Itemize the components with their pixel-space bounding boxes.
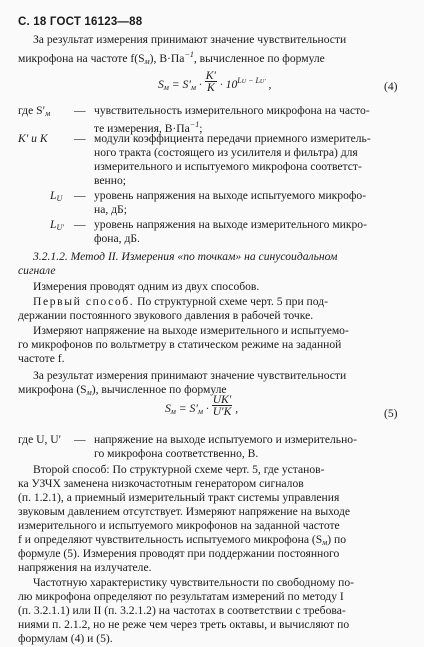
section-heading-3-2-1-2: 3.2.1.2. Метод II. Измерения «по точкам» на синусоидальном <box>33 250 338 263</box>
paragraph: Измерения проводят одним из двух способов. <box>33 280 260 293</box>
def-text: уровень напряжения на выходе испытуемого микрофо- <box>94 189 367 202</box>
def-dash: — <box>74 132 86 145</box>
def-term-u: где U, U′ <box>18 433 62 446</box>
paragraph: f и определяют чувствительность испытуемого микрофона $(S_м)$ по <box>18 533 347 547</box>
def-text: уровень напряжения на выходе измерительного микро- <box>94 218 367 231</box>
def-dash: — <box>74 189 86 202</box>
intro-line-2 <box>18 48 325 70</box>
paragraph: Второй способ: По структурной схеме черт. 5, где установ- <box>33 463 325 476</box>
paragraph: Первый способ. По структурной схеме черт. 5 при под- <box>33 295 328 308</box>
def-term-sm: где $S'_м$ <box>18 104 51 118</box>
paragraph: звуковым давлением отсутствует. Измеряют напряжение на выходе <box>18 505 351 518</box>
def-text: ного тракта (состоящего из усилителя и фильтра) для <box>94 146 358 159</box>
formula-4: $S_м = S'_м$ · $\frac{K'}{K}$ · $10^{LU - LU'}$ , <box>158 68 272 94</box>
section-heading-cont: сигнале <box>18 264 56 277</box>
paragraph: (п. 1.2.1), а приемный измерительный тракт системы управления <box>18 491 340 504</box>
def-term-lu-prime: $L_{U'}$ <box>50 218 64 232</box>
def-text: модули коэффициента передачи приемного измеритель- <box>94 132 371 145</box>
page-header: С. 18 ГОСТ 16123—88 <box>18 16 143 28</box>
formula-4-number: (4) <box>384 80 398 93</box>
intro-text-c: , вычисленное по формуле <box>193 52 325 65</box>
paragraph: (п. 3.2.1.1) или II (п. 3.2.1.2) на частотах в соответствии с требова- <box>18 604 346 617</box>
paragraph: измерительного и испытуемого микрофонов на заданной частоте <box>18 519 340 532</box>
def-text: чувствительность измерительного микрофона на часто- <box>94 104 370 117</box>
intro-text-b: ), В·Па <box>149 52 185 65</box>
paragraph: напряжения на излучателе. <box>18 561 152 574</box>
paragraph: Измеряют напряжение на выходе измерительного и испытуемо- <box>33 324 349 337</box>
paragraph: частоте f. <box>18 352 65 365</box>
paragraph: ка УЗЧХ заменена низкочастотным генератором сигналов <box>18 477 304 490</box>
intro-sub: м <box>144 57 150 66</box>
def-dash: — <box>74 104 86 117</box>
intro-sup: −1 <box>184 50 194 59</box>
formula-5-number: (5) <box>384 407 398 420</box>
def-text: те измерения, $В\cdot Па^{-1}$; <box>94 120 203 135</box>
paragraph: микрофона $(S_м)$, вычисленное по формуле <box>18 383 227 397</box>
def-text: фона, дБ. <box>94 232 140 245</box>
intro-text-a: микрофона на частоте f(S <box>18 52 145 65</box>
paragraph: го микрофонов по вольтметру в статическом режиме на заданной <box>18 338 342 351</box>
paragraph: ниями п. 2.1.2, но не реже чем через треть октавы, и вычисляют по <box>18 618 350 631</box>
paragraph: Частотную характеристику чувствительности по свободному по- <box>33 576 355 589</box>
def-text: на, дБ; <box>94 203 127 216</box>
def-text: венно; <box>94 174 126 187</box>
def-text: напряжение на выходе испытуемого и измерительно- <box>94 433 357 446</box>
paragraph: формулам (4) и (5). <box>18 632 113 645</box>
paragraph: лю микрофона определяют по результатам измерений по методу I <box>18 590 344 603</box>
formula-5: $S_м = S'_м$ · $\frac{UK'}{U'K}$ , <box>165 392 239 418</box>
def-dash: — <box>74 218 86 231</box>
def-term-k: K′ и K <box>18 132 48 145</box>
def-term-lu: $L_U$ <box>50 189 63 203</box>
paragraph: формуле (5). Измерения проводят при поддержании постоянного <box>18 547 340 560</box>
def-text: го микрофона соответственно, В. <box>94 447 259 460</box>
intro-line-1: За результат измерения принимают значение чувствительности <box>33 33 347 46</box>
paragraph: За результат измерения принимают значение чувствительности <box>33 369 347 382</box>
def-text: измерительного и испытуемого микрофона соответст- <box>94 160 362 173</box>
paragraph: держании постоянного звукового давления в рабочей точке. <box>18 309 314 322</box>
def-dash: — <box>74 433 86 446</box>
